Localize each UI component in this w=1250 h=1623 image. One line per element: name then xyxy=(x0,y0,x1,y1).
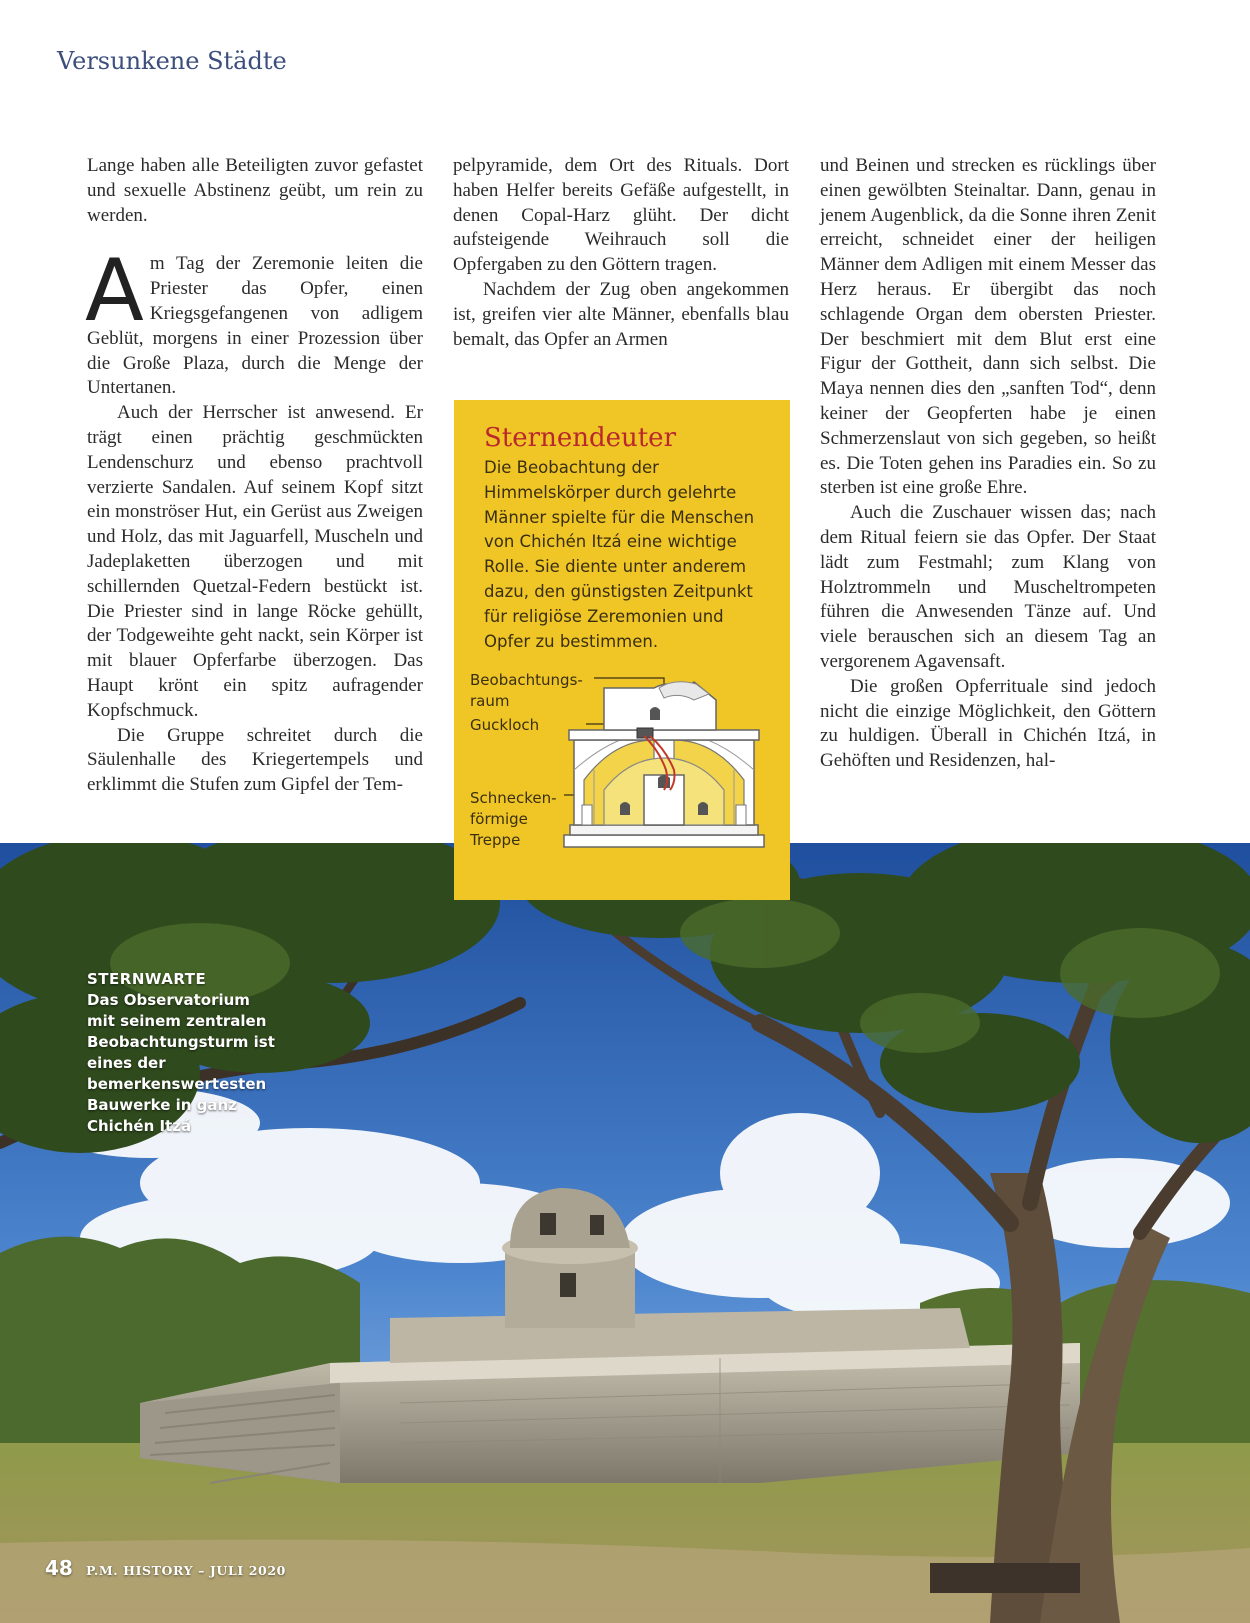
page-number: 48 xyxy=(45,1556,73,1580)
text-column-3 xyxy=(820,154,1156,774)
caption-heading: STERNWARTE xyxy=(87,970,207,988)
paragraph: pelpyramide, dem Ort des Rituals. Dort haben Helfer bereits Gefäße aufgestellt, in denen Copal-Harz glüht. Der dicht aufsteigende Weihrauch soll die Opfergaben zu den Göttern tragen. xyxy=(453,155,789,276)
paragraph: Auch der Herrscher ist anwesend. Er trägt einen prächtig geschmückten Lendenschurz und ebenso prachtvoll verzierte Sandalen. Auf seinem Kopf sitzt ein monströser Hut, ein Gerüst aus Zweigen und Holz, das mit Jaguarfell, Muscheln und Jadeplaketten überzogen und mit schillernden Quetzal-Federn bestückt ist. Die Priester sind in lange Röcke gehüllt, der Todgeweihte geht nackt, sein Körper ist mit blauer Opferfarbe überzogen. Das Haupt krönt ein spitz aufragender Kopfschmuck. xyxy=(87,402,423,721)
section-title: Versunkene Städte xyxy=(57,47,287,75)
paragraph: Die großen Opferrituale sind jedoch nicht die einzige Möglichkeit, den Göttern zu huldigen. Überall in Chichén Itzá, in Gehöften und Residenzen, hal- xyxy=(820,675,1156,772)
tower-cross-section xyxy=(454,670,790,900)
label-peephole: Guckloch xyxy=(470,716,540,734)
paragraph: Lange haben alle Beteiligten zuvor gefastet und sexuelle Abstinenz geübt, um rein zu werden. xyxy=(87,155,423,226)
magazine-issue: P.M. HISTORY – JULI 2020 xyxy=(85,1563,286,1578)
caption-text: Das Observatorium mit seinem zentralen Beobachtungsturm ist eines der bemerkenswertesten Bauwerke in ganz Chichén Itzá xyxy=(87,991,275,1135)
info-box xyxy=(454,400,790,900)
page-footer xyxy=(45,1556,286,1580)
observatory-photo xyxy=(0,843,1250,1623)
info-box-text: Die Beobachtung der Himmelskörper durch gelehrte Männer spielte für die Menschen von Chichén Itzá eine wichtige Rolle. Sie diente unter anderem dazu, den günstigsten Zeitpunkt für religiöse Zeremonien und Opfer zu bestimmen. xyxy=(484,458,755,651)
observatory-photo-illustration xyxy=(0,843,1250,1623)
observatory-diagram xyxy=(454,670,790,900)
paragraph-dropcap xyxy=(85,241,423,401)
drop-cap: A xyxy=(85,241,144,342)
text-column-2 xyxy=(453,154,789,352)
paragraph: Auch die Zuschauer wissen das; nach dem Ritual feiern sie das Opfer. Der Staat lädt zum Festmahl; zum Klang von Holztrommeln und Muscheltrompeten führen die Anwesenden Tänze auf. Und viele berauschen sich an diesem Tag an vergorenem Agavensaft. xyxy=(820,502,1156,672)
paragraph: Nachdem der Zug oben angekommen ist, greifen vier alte Männer, ebenfalls blau bemalt, das Opfer an Armen xyxy=(453,278,789,350)
paragraph: und Beinen und strecken es rücklings über einen gewölbten Steinaltar. Dann, genau in jenem Augenblick, da die Sonne ihren Zenit erreicht, schneidet einer der heiligen Männer dem Adligen mit einem Messer das Herz heraus. Er übergibt das noch schlagende Organ dem obersten Priester. Der beschmiert mit dem Blut erst eine Figur der Gottheit, dann sich selbst. Die Maya nennen dies den „sanften Tod“, denn keiner der Geopferten habe je einen Schmerzenslaut von sich gegeben, so heißt es. Die Toten gehen ins Paradies ein. So zu sterben ist eine große Ehre. xyxy=(820,155,1156,499)
photo-caption xyxy=(87,969,277,1137)
info-box-title: Sternendeuter xyxy=(484,423,676,453)
paragraph-text: m Tag der Zeremonie leiten die Priester das Opfer, einen Kriegsgefangenen von adligem Geblüt, morgens in einer Prozession über die Große Plaza, durch die Menge der Untertanen. xyxy=(87,253,423,399)
label-observation-room: Beobachtungs- raum xyxy=(470,671,583,710)
paragraph: Die Gruppe schreitet durch die Säulenhalle des Kriegertempels und erklimmt die Stufen zum Gipfel der Tem- xyxy=(87,724,423,796)
text-column-1 xyxy=(87,154,423,798)
label-spiral-stairs: Schnecken- förmige Treppe xyxy=(470,789,557,849)
